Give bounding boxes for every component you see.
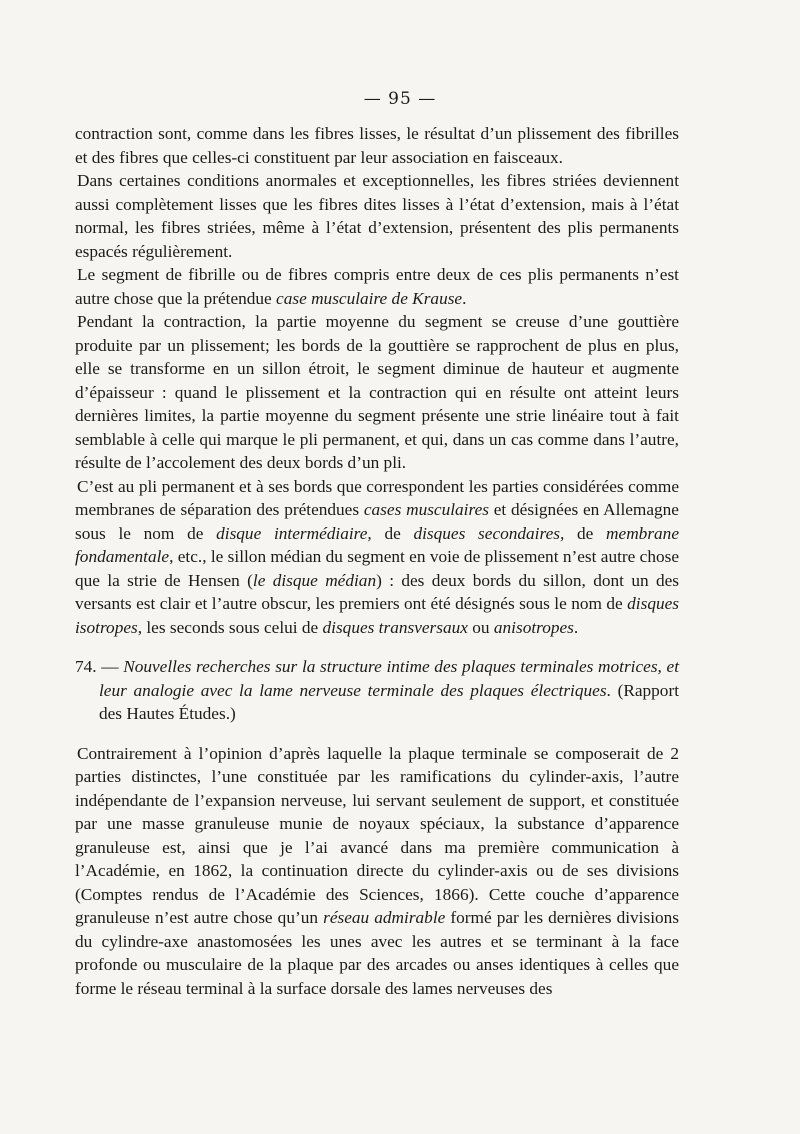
paragraph-fibres-striees <box>75 169 679 263</box>
text-segment: Dans certaines conditions anormales et exceptionnelles, les fibres striées deviennent aussi complètement lisses que les fibres dites lisses à l’état d’extension, mais à l’état normal, les fibres striées, même à l’état d’extension, présentent des plis permanents espacés régulièrement. <box>75 171 679 261</box>
text-segment: Pendant la contraction, la partie moyenne du segment se creuse d’une gouttière produite par un plissement; les bords de la gouttière se rapprochent de plus en plus, elle se transforme en un sillon étroit, le segment diminue de hauteur et augmente d’épaisseur : quand le plissement et la contraction qui en résulte ont atteint leurs dernières limites, la partie moyenne du segment présente une strie linéaire tout à fait semblable à celle qui marque le pli permanent, et qui, dans un cas comme dans l’autre, résulte de l’accolement des deux bords d’un pli. <box>75 312 679 472</box>
italic-text-segment: Nouvelles recherches sur la structure intime des plaques terminales motrices, et leur analogie avec la lame nerveuse terminale des plaques électriques <box>99 657 679 700</box>
text-segment: ) : des deux bords du sillon, dont un des versants est clair et l’autre obscur, les premiers ont été désignés sous le nom de <box>75 570 680 613</box>
text-segment: formé par les dernières divisions du cylindre-axe anastomosées les unes avec les autres et se terminant à la face profonde ou musculaire de la plaque par des arcades ou anses identiques à celles que forme le réseau terminal à la surface dorsale des lames nerveuses des <box>75 908 680 998</box>
text-segment: contraction sont, comme dans les fibres lisses, le résultat d’un plissement des fibrilles et des fibres que celles-ci constituent par leur association en faisceaux. <box>75 124 679 167</box>
paragraph-continuation <box>75 122 679 169</box>
text-segment: , les seconds sous celui de <box>137 617 323 637</box>
text-segment: C’est au pli permanent et à ses bords que correspondent les parties considérées comme membranes de séparation des prétendues <box>75 476 679 519</box>
paragraph-case-musculaire <box>75 263 679 310</box>
body-text <box>75 122 679 1000</box>
paragraph-plaque-terminale <box>75 742 679 1001</box>
text-segment: Contrairement à l’opinion d’après laquelle la plaque terminale se composerait de 2 parties distinctes, l’une constituée par les ramifications du cylinder-axis, l’autre indépendante de l’expansion nerveuse, lui servant seulement de support, et constituée par une masse granuleuse munie de noyaux spéciaux, la substance d’apparence granuleuse est, ainsi que je l’ai avancé dans ma première communication à l’Académie, en 1862, la continuation directe du cylinder-axis ou de ses divisions (Comptes rendus de l’Académie des Sciences, 1866). Cette couche d’apparence granuleuse n’est autre chose qu’un <box>75 743 679 927</box>
text-segment: de <box>371 523 414 543</box>
text-segment: Le segment de fibrille ou de fibres compris entre deux de ces plis permanents n’est autre chose que la prétendue <box>75 265 679 308</box>
section-heading-74 <box>75 655 679 726</box>
italic-text-segment: disques secondaires, <box>413 523 565 543</box>
text-segment: . (Rapport des Hautes Études.) <box>99 680 679 723</box>
italic-text-segment: disques isotropes <box>75 594 679 637</box>
italic-text-segment: réseau admirable <box>323 908 446 927</box>
italic-text-segment: cases musculaires <box>363 500 489 519</box>
text-segment: de <box>564 523 607 543</box>
text-segment: . <box>573 617 579 637</box>
text-segment: . <box>462 288 467 308</box>
text-segment: , etc., le sillon médian du segment en voie de plissement n’est autre chose que la strie de Hensen ( <box>75 547 679 590</box>
italic-text-segment: disque intermédiaire, <box>216 523 372 543</box>
text-segment: 74. — <box>75 657 124 676</box>
italic-text-segment: le disque médian <box>252 570 377 590</box>
page-number: — 95 — <box>363 89 437 109</box>
text-segment: et désignées en Allemagne sous le nom de <box>75 500 679 543</box>
italic-text-segment: membrane fondamentale <box>75 523 679 566</box>
italic-text-segment: disques transversaux <box>322 617 468 637</box>
italic-text-segment: case musculaire de Krause <box>276 288 463 308</box>
paragraph-contraction <box>75 310 679 475</box>
italic-text-segment: anisotropes <box>493 617 574 637</box>
paragraph-pli-permanent <box>75 475 679 640</box>
text-segment: ou <box>467 617 494 637</box>
